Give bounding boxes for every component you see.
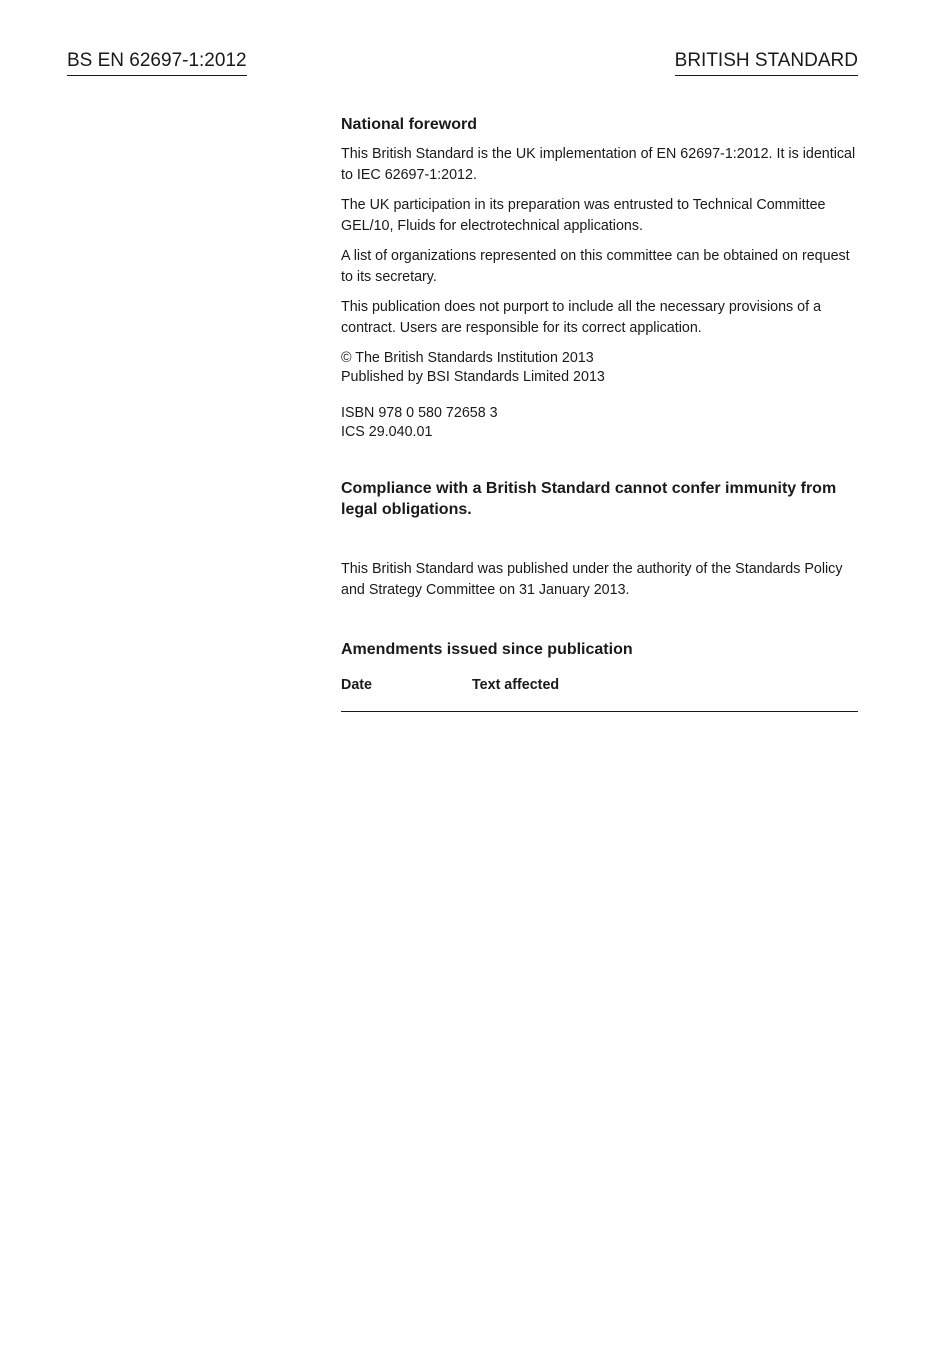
copyright-block [341,349,858,386]
amendments-column-date: Date [341,677,372,693]
foreword-paragraph-committee: The UK participation in its preparation was entrusted to Technical Committee GEL/10, Fluids for electrotechnical applications. [341,197,826,234]
identifier-block [341,404,858,441]
amendments-table [341,675,858,712]
authority-note: This British Standard was published under the authority of the Standards Policy and Strategy Committee on 31 January 2013. [341,561,843,598]
standard-series-label: BRITISH STANDARD [675,48,858,76]
copyright-line: © The British Standards Institution 2013 [341,350,594,366]
foreword-paragraph-provisions: This publication does not purport to include all the necessary provisions of a contract. Users are responsible for its correct application. [341,299,822,336]
isbn-line: ISBN 978 0 580 72658 3 [341,405,498,421]
foreword-paragraph-implementation: This British Standard is the UK implementation of EN 62697-1:2012. It is identical to IEC 62697-1:2012. [341,146,856,183]
compliance-note: Compliance with a British Standard cannot confer immunity from legal obligations. [341,480,837,518]
document-number: BS EN 62697-1:2012 [67,48,247,76]
ics-line: ICS 29.040.01 [341,423,433,440]
foreword-heading: National foreword [341,116,478,133]
amendments-column-text-affected: Text affected [472,677,560,693]
publisher-line: Published by BSI Standards Limited 2013 [341,368,605,385]
foreword-content [341,114,858,712]
amendments-heading: Amendments issued since publication [341,641,633,658]
foreword-paragraph-organizations: A list of organizations represented on this committee can be obtained on request to its secretary. [341,248,850,285]
